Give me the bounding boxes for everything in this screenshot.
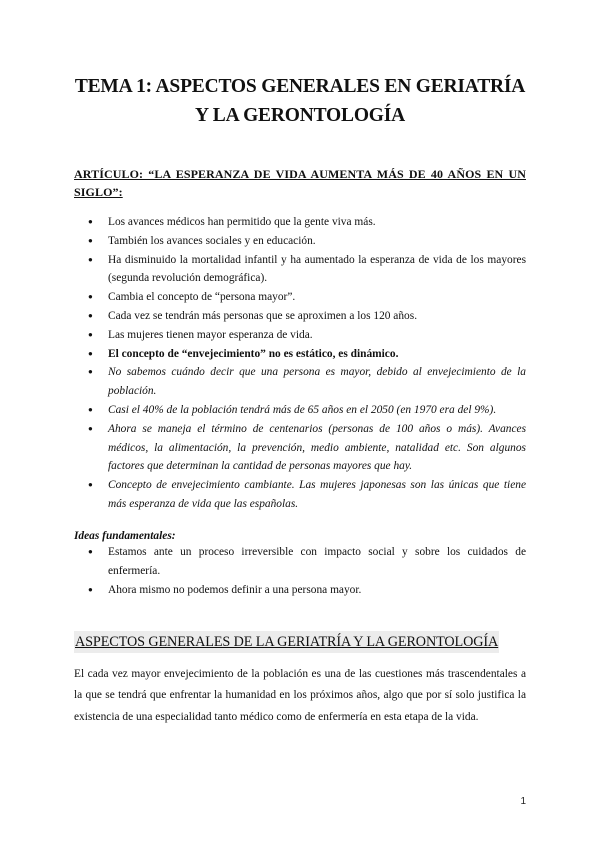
article-heading: ARTÍCULO: “LA ESPERANZA DE VIDA AUMENTA MÁS DE 40 AÑOS EN UN SIGLO”: bbox=[74, 167, 526, 199]
list-item-emphasis: ● El concepto de “envejecimiento” no es estático, es dinámico. bbox=[74, 345, 526, 364]
list-item: ● También los avances sociales y en educación. bbox=[74, 232, 526, 251]
article-bullet-list bbox=[74, 213, 526, 514]
ideas-label: Ideas fundamentales: bbox=[74, 530, 176, 542]
list-item: ● Estamos ante un proceso irreversible con impacto social y sobre los cuidados de enfermería. bbox=[74, 543, 526, 581]
section-paragraph: El cada vez mayor envejecimiento de la población es una de las cuestiones más trascendentales a la que se tendrá que enfrentar la humanidad en los próximos años, algo que por sí solo justifica la existencia de una especialidad tanto médico como de enfermería en esta etapa de la vida. bbox=[74, 668, 526, 723]
list-item: ● Cambia el concepto de “persona mayor”. bbox=[74, 288, 526, 307]
page-title bbox=[60, 72, 540, 130]
list-item: ● Cada vez se tendrán más personas que se aproximen a los 120 años. bbox=[74, 307, 526, 326]
page-number: 1 bbox=[520, 796, 526, 807]
list-item-italic: ● Concepto de envejecimiento cambiante. Las mujeres japonesas son las únicas que tiene más esperanza de vida que las españolas. bbox=[74, 476, 526, 514]
list-item: ● Ahora mismo no podemos definir a una persona mayor. bbox=[74, 581, 526, 600]
list-item: ● Ha disminuido la mortalidad infantil y ha aumentado la esperanza de vida de los mayores (segunda revolución demográfica). bbox=[74, 251, 526, 289]
ideas-bullet-list bbox=[74, 543, 526, 599]
page-title-line-1: TEMA 1: ASPECTOS GENERALES EN GERIATRÍA bbox=[74, 76, 526, 97]
list-item-italic: ● No sabemos cuándo decir que una persona es mayor, debido al envejecimiento de la población. bbox=[74, 363, 526, 401]
list-item: ● Los avances médicos han permitido que la gente viva más. bbox=[74, 213, 526, 232]
list-item-italic: ● Ahora se maneja el término de centenarios (personas de 100 años o más). Avances médicos, la alimentación, la prevención, medio ambiente, natalidad etc. Son algunos factores que determinan la cantidad de personas mayores que hay. bbox=[74, 420, 526, 476]
list-item: ● Las mujeres tienen mayor esperanza de vida. bbox=[74, 326, 526, 345]
section-heading: ASPECTOS GENERALES DE LA GERIATRÍA Y LA GERONTOLOGÍA bbox=[74, 631, 499, 653]
page-title-line-2: Y LA GERONTOLOGÍA bbox=[194, 105, 406, 126]
list-item-italic: ● Casi el 40% de la población tendrá más de 65 años en el 2050 (en 1970 era del 9%). bbox=[74, 401, 526, 420]
